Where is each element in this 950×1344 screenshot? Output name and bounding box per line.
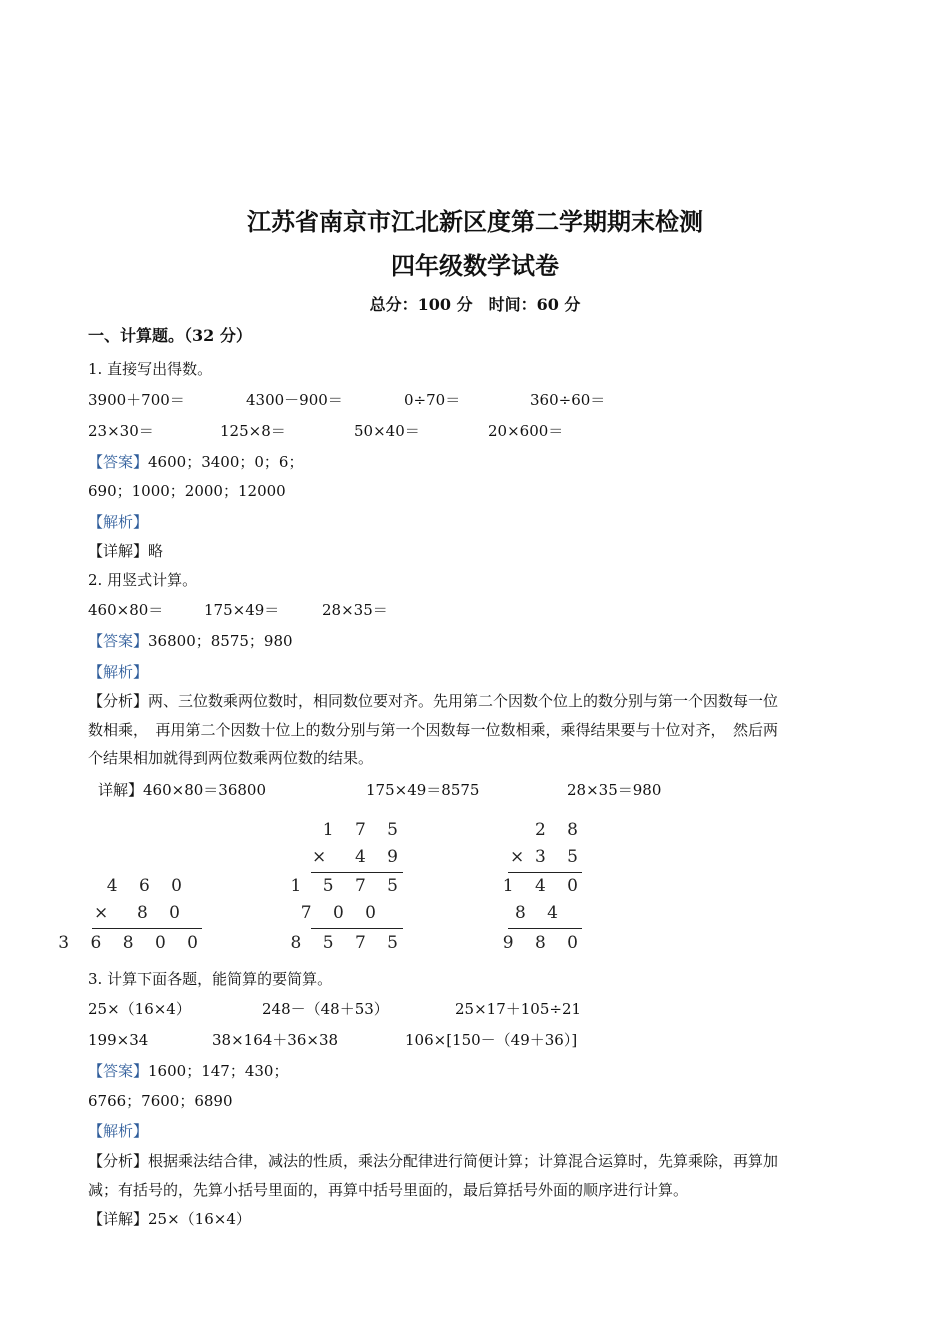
vertical-c-rule (508, 928, 582, 929)
vertical-a-rule (92, 928, 202, 929)
answer-tag: 【答案】 (88, 1062, 149, 1080)
page-title-line2: 四年级数学试卷 (391, 251, 559, 280)
q3-analysis-line: 【分析】根据乘法结合律，减法的性质，乘法分配律进行简便计算；计算混合运算时，先算乘除，再算加 (88, 1152, 779, 1170)
vertical-a-top: 4 6 0 (106, 876, 190, 896)
q1-item: 125×8＝ (220, 422, 286, 440)
q3-item: 25×17＋105÷21 (455, 1000, 582, 1018)
vertical-c-mult: × (510, 847, 533, 867)
q1-answer-line2: 690；1000；2000；12000 (88, 482, 286, 500)
vertical-a-bottom: 8 0 (136, 903, 188, 923)
q1-item: 50×40＝ (354, 422, 420, 440)
q1-item: 23×30＝ (88, 422, 154, 440)
q1-answer-text: 4600；3400；0；6； (148, 453, 304, 471)
page-title-line1: 江苏省南京市江北新区度第二学期期末检测 (247, 207, 703, 236)
vertical-b-mult: × (312, 847, 335, 867)
q3-answer (88, 1061, 288, 1081)
q3-item: 199×34 (88, 1031, 149, 1049)
q2-analysis-line: 数相乘， 再用第二个因数十位上的数分别与第一个因数每一位数相乘，乘得结果要与十位对齐， 然后两 (88, 721, 779, 739)
q2-prompt: 2. 用竖式计算。 (88, 571, 198, 589)
vertical-b-result: 8 5 7 5 (290, 933, 406, 953)
q1-detail (88, 541, 163, 561)
q1-detail-text: 略 (148, 542, 164, 560)
vertical-a-result: 3 6 8 0 0 (58, 933, 206, 953)
q2-detail-item: 175×49＝8575 (366, 781, 480, 799)
vertical-a-mult: × (94, 903, 117, 923)
q1-item: 3900＋700＝ (88, 391, 185, 409)
q1-item: 4300－900＝ (246, 391, 343, 409)
q2-item: 28×35＝ (322, 601, 388, 619)
q1-item: 20×600＝ (488, 422, 564, 440)
q2-analysis-line: 【分析】两、三位数乘两位数时，相同数位要对齐。先用第二个因数个位上的数分别与第一个因数每一位 (88, 692, 779, 710)
q3-answer-line2: 6766；7600；6890 (88, 1092, 233, 1110)
q1-item: 360÷60＝ (530, 391, 606, 409)
vertical-c-top: 2 8 (534, 820, 586, 840)
q2-detail-item: 28×35＝980 (567, 781, 662, 799)
q1-prompt: 1. 直接写出得数。 (88, 360, 213, 378)
analysis-tag: 【解析】 (88, 513, 149, 531)
detail-tag: 【详解】 (88, 1210, 149, 1228)
answer-tag: 【答案】 (88, 632, 149, 650)
vertical-b-partial2: 7 0 0 (300, 903, 384, 923)
vertical-b-bottom: 4 9 (354, 847, 406, 867)
section-heading: 一、计算题。（32 分） (88, 326, 252, 345)
q1-answer (88, 452, 303, 472)
exam-meta: 总分：100 分 时间：60 分 (369, 295, 581, 314)
q2-detail-item: 详解】460×80＝36800 (98, 781, 267, 799)
q2-answer (88, 631, 293, 651)
analysis-tag: 【解析】 (88, 663, 149, 681)
q2-analysis-line: 个结果相加就得到两位数乘两位数的结果。 (88, 749, 374, 767)
q3-item: 38×164＋36×38 (212, 1031, 339, 1049)
vertical-b-rule (311, 928, 403, 929)
vertical-c-rule (508, 872, 582, 873)
q3-prompt: 3. 计算下面各题，能简算的要简算。 (88, 970, 333, 988)
q3-item: 248－（48＋53） (262, 1000, 389, 1018)
q3-detail (88, 1209, 251, 1229)
vertical-c-partial2: 8 4 (514, 903, 566, 923)
vertical-b-partial1: 1 5 7 5 (290, 876, 406, 896)
detail-tag: 【详解】 (88, 542, 149, 560)
vertical-b-top: 1 7 5 (322, 820, 406, 840)
q1-item: 0÷70＝ (404, 391, 461, 409)
vertical-c-bottom: 3 5 (534, 847, 586, 867)
answer-tag: 【答案】 (88, 453, 149, 471)
analysis-tag: 【解析】 (88, 1122, 149, 1140)
q2-item: 460×80＝ (88, 601, 164, 619)
vertical-b-rule (311, 872, 403, 873)
q2-item: 175×49＝ (204, 601, 280, 619)
q3-detail-text: 25×（16×4） (148, 1210, 251, 1228)
q3-item: 106×[150－（49＋36）] (405, 1031, 578, 1049)
q2-answer-text: 36800；8575；980 (148, 632, 293, 650)
q3-item: 25×（16×4） (88, 1000, 191, 1018)
vertical-c-partial1: 1 4 0 (502, 876, 586, 896)
q3-analysis-line: 减；有括号的，先算小括号里面的，再算中括号里面的，最后算括号外面的顺序进行计算。 (88, 1181, 689, 1199)
q3-answer-text: 1600；147；430； (148, 1062, 289, 1080)
vertical-c-result: 9 8 0 (502, 933, 586, 953)
